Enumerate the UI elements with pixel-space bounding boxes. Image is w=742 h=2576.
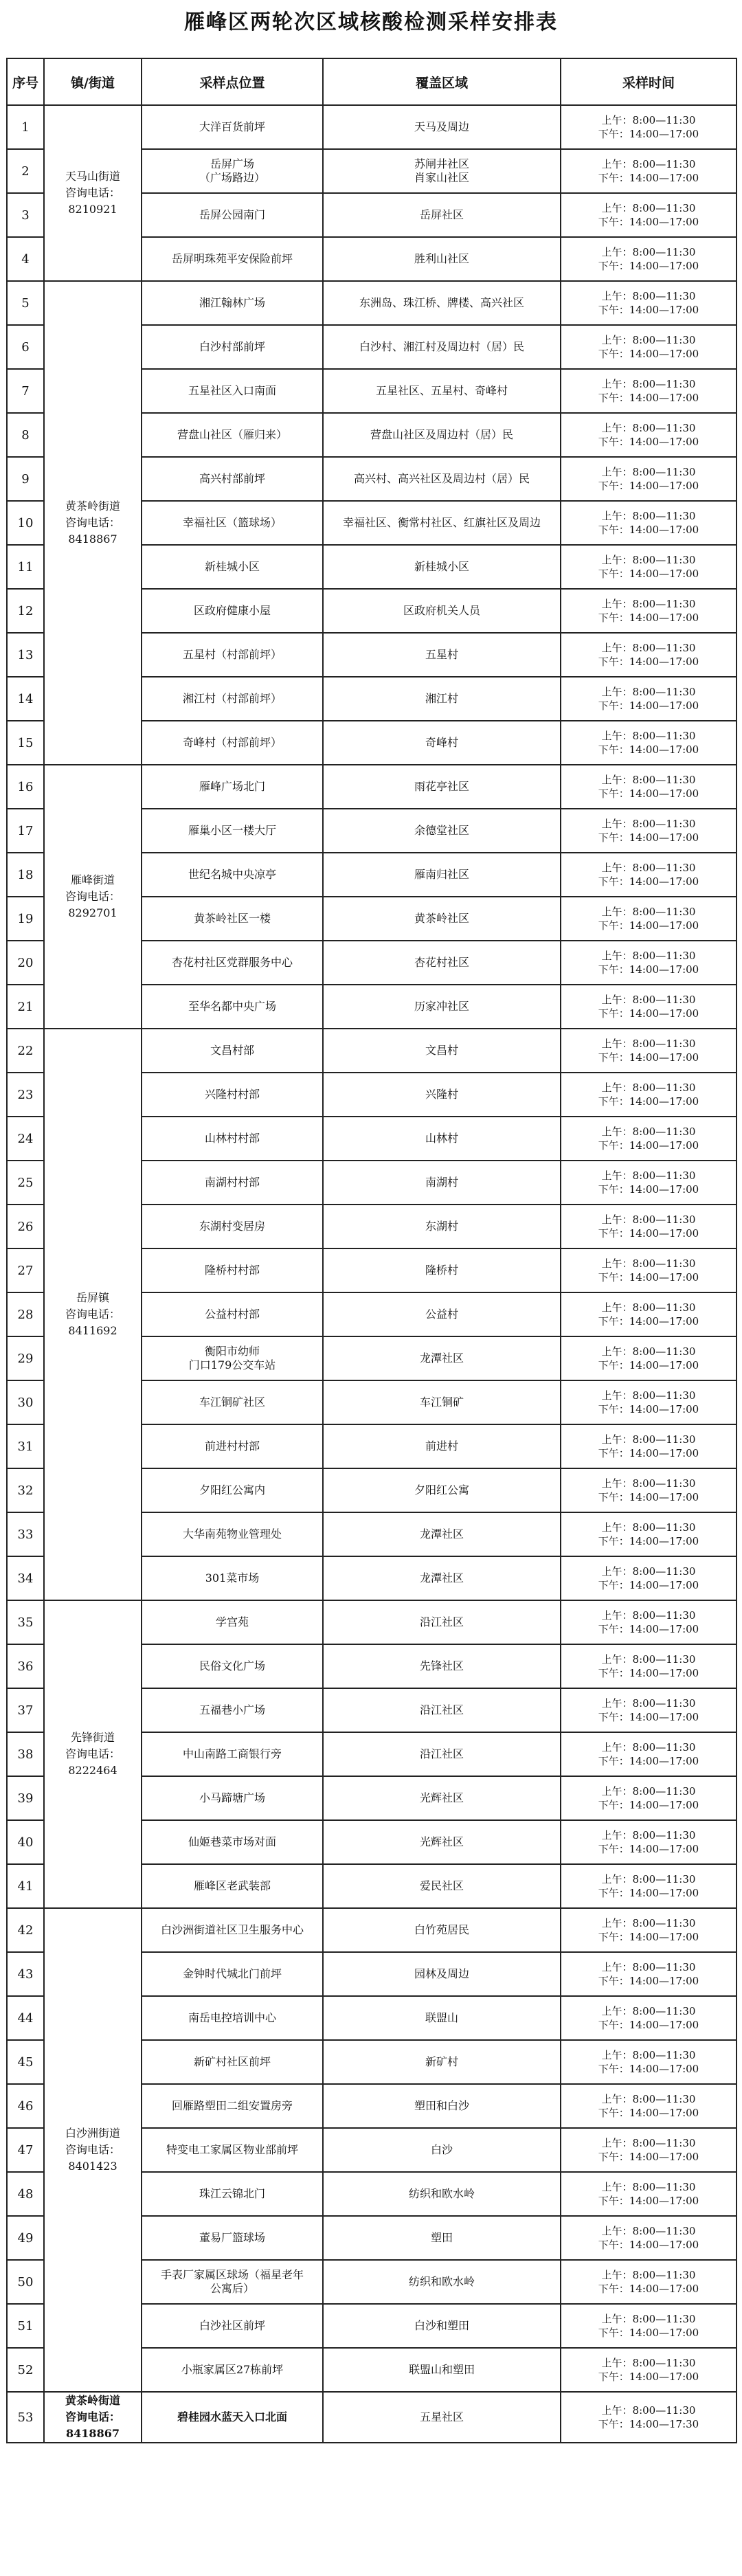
row-time: 上午：8:00—11:30 下午：14:00—17:00	[561, 1820, 737, 1864]
row-location: 特变电工家属区物业部前坪	[142, 2128, 323, 2172]
row-seq: 5	[7, 281, 44, 325]
row-location: 湘江翰林广场	[142, 281, 323, 325]
row-seq: 12	[7, 589, 44, 633]
row-time: 上午：8:00—11:30 下午：14:00—17:00	[561, 1776, 737, 1820]
table-row	[7, 1600, 737, 1644]
row-seq: 6	[7, 325, 44, 369]
row-seq: 36	[7, 1644, 44, 1688]
row-location: 前进村村部	[142, 1424, 323, 1468]
row-location: 301菜市场	[142, 1556, 323, 1600]
row-coverage: 沿江社区	[323, 1688, 561, 1732]
row-time: 上午：8:00—11:30 下午：14:00—17:00	[561, 1688, 737, 1732]
row-location: 高兴村部前坪	[142, 457, 323, 501]
row-time: 上午：8:00—11:30 下午：14:00—17:00	[561, 1424, 737, 1468]
header-district: 镇/街道	[44, 58, 142, 105]
row-time: 上午：8:00—11:30 下午：14:00—17:30	[561, 2392, 737, 2443]
row-seq: 49	[7, 2216, 44, 2260]
row-time: 上午：8:00—11:30 下午：14:00—17:00	[561, 897, 737, 941]
table-row	[7, 105, 737, 149]
row-time: 上午：8:00—11:30 下午：14:00—17:00	[561, 2216, 737, 2260]
row-coverage: 营盘山社区及周边村（居）民	[323, 413, 561, 457]
row-coverage: 东洲岛、珠江桥、牌楼、高兴社区	[323, 281, 561, 325]
row-seq: 7	[7, 369, 44, 413]
row-seq: 48	[7, 2172, 44, 2216]
row-seq: 22	[7, 1029, 44, 1073]
row-coverage: 爱民社区	[323, 1864, 561, 1908]
row-location: 夕阳红公寓内	[142, 1468, 323, 1512]
row-location: 湘江村（村部前坪）	[142, 677, 323, 721]
row-location: 雁巢小区一楼大厅	[142, 809, 323, 853]
row-location: 大华南苑物业管理处	[142, 1512, 323, 1556]
table-row	[7, 1908, 737, 1952]
row-coverage: 联盟山和塑田	[323, 2348, 561, 2392]
row-time: 上午：8:00—11:30 下午：14:00—17:00	[561, 1380, 737, 1424]
table-row	[7, 765, 737, 809]
row-time: 上午：8:00—11:30 下午：14:00—17:00	[561, 1996, 737, 2040]
row-seq: 50	[7, 2260, 44, 2304]
row-time: 上午：8:00—11:30 下午：14:00—17:00	[561, 765, 737, 809]
row-location: 区政府健康小屋	[142, 589, 323, 633]
row-coverage: 文昌村	[323, 1029, 561, 1073]
row-location: 碧桂园水蓝天入口北面	[142, 2392, 323, 2443]
row-time: 上午：8:00—11:30 下午：14:00—17:00	[561, 1732, 737, 1776]
row-seq: 26	[7, 1205, 44, 1248]
row-seq: 33	[7, 1512, 44, 1556]
row-coverage: 联盟山	[323, 1996, 561, 2040]
row-seq: 52	[7, 2348, 44, 2392]
row-seq: 1	[7, 105, 44, 149]
row-location: 奇峰村（村部前坪）	[142, 721, 323, 765]
row-coverage: 纺织和欧水岭	[323, 2172, 561, 2216]
row-coverage: 杏花村社区	[323, 941, 561, 985]
row-time: 上午：8:00—11:30 下午：14:00—17:00	[561, 2304, 737, 2348]
row-time: 上午：8:00—11:30 下午：14:00—17:00	[561, 2172, 737, 2216]
row-time: 上午：8:00—11:30 下午：14:00—17:00	[561, 809, 737, 853]
row-location: 白沙村部前坪	[142, 325, 323, 369]
row-time: 上午：8:00—11:30 下午：14:00—17:00	[561, 1468, 737, 1512]
row-seq: 39	[7, 1776, 44, 1820]
row-seq: 42	[7, 1908, 44, 1952]
row-seq: 34	[7, 1556, 44, 1600]
row-location: 岳屏明珠苑平安保险前坪	[142, 237, 323, 281]
row-seq: 40	[7, 1820, 44, 1864]
row-seq: 28	[7, 1292, 44, 1336]
row-coverage: 车江铜矿	[323, 1380, 561, 1424]
row-seq: 45	[7, 2040, 44, 2084]
row-seq: 29	[7, 1336, 44, 1380]
row-seq: 14	[7, 677, 44, 721]
row-location: 衡阳市幼师 门口179公交车站	[142, 1336, 323, 1380]
row-coverage: 奇峰村	[323, 721, 561, 765]
row-coverage: 塑田	[323, 2216, 561, 2260]
row-seq: 37	[7, 1688, 44, 1732]
row-coverage: 沿江社区	[323, 1732, 561, 1776]
row-time: 上午：8:00—11:30 下午：14:00—17:00	[561, 1644, 737, 1688]
row-coverage: 白沙村、湘江村及周边村（居）民	[323, 325, 561, 369]
row-seq: 35	[7, 1600, 44, 1644]
row-time: 上午：8:00—11:30 下午：14:00—17:00	[561, 1117, 737, 1161]
row-seq: 47	[7, 2128, 44, 2172]
row-location: 隆桥村村部	[142, 1248, 323, 1292]
row-location: 仙姬巷菜市场对面	[142, 1820, 323, 1864]
row-time: 上午：8:00—11:30 下午：14:00—17:00	[561, 1336, 737, 1380]
row-time: 上午：8:00—11:30 下午：14:00—17:00	[561, 237, 737, 281]
row-time: 上午：8:00—11:30 下午：14:00—17:00	[561, 2260, 737, 2304]
row-location: 幸福社区（篮球场）	[142, 501, 323, 545]
page-title: 雁峰区两轮次区域核酸检测采样安排表	[184, 10, 558, 34]
row-time: 上午：8:00—11:30 下午：14:00—17:00	[561, 633, 737, 677]
row-location: 学宫苑	[142, 1600, 323, 1644]
row-time: 上午：8:00—11:30 下午：14:00—17:00	[561, 1864, 737, 1908]
row-location: 雁峰广场北门	[142, 765, 323, 809]
row-location: 董易厂篮球场	[142, 2216, 323, 2260]
row-coverage: 幸福社区、衡常村社区、红旗社区及周边	[323, 501, 561, 545]
row-seq: 13	[7, 633, 44, 677]
row-coverage: 光辉社区	[323, 1776, 561, 1820]
row-coverage: 区政府机关人员	[323, 589, 561, 633]
district-cell: 黄茶岭街道 咨询电话：8418867	[44, 281, 142, 765]
row-location: 五星社区入口南面	[142, 369, 323, 413]
row-time: 上午：8:00—11:30 下午：14:00—17:00	[561, 325, 737, 369]
row-time: 上午：8:00—11:30 下午：14:00—17:00	[561, 589, 737, 633]
row-seq: 20	[7, 941, 44, 985]
row-location: 东湖村变居房	[142, 1205, 323, 1248]
row-seq: 3	[7, 193, 44, 237]
row-coverage: 白沙	[323, 2128, 561, 2172]
row-seq: 38	[7, 1732, 44, 1776]
row-coverage: 南湖村	[323, 1161, 561, 1205]
row-seq: 32	[7, 1468, 44, 1512]
row-time: 上午：8:00—11:30 下午：14:00—17:00	[561, 457, 737, 501]
row-seq: 53	[7, 2392, 44, 2443]
row-time: 上午：8:00—11:30 下午：14:00—17:00	[561, 853, 737, 897]
row-seq: 25	[7, 1161, 44, 1205]
row-coverage: 五星社区	[323, 2392, 561, 2443]
row-coverage: 湘江村	[323, 677, 561, 721]
row-coverage: 兴隆村	[323, 1073, 561, 1117]
row-coverage: 雨花亭社区	[323, 765, 561, 809]
row-seq: 21	[7, 985, 44, 1029]
row-time: 上午：8:00—11:30 下午：14:00—17:00	[561, 1952, 737, 1996]
row-time: 上午：8:00—11:30 下午：14:00—17:00	[561, 149, 737, 193]
row-location: 南岳电控培训中心	[142, 1996, 323, 2040]
row-seq: 51	[7, 2304, 44, 2348]
row-seq: 16	[7, 765, 44, 809]
row-time: 上午：8:00—11:30 下午：14:00—17:00	[561, 1248, 737, 1292]
row-location: 中山南路工商银行旁	[142, 1732, 323, 1776]
row-location: 新矿村社区前坪	[142, 2040, 323, 2084]
row-seq: 24	[7, 1117, 44, 1161]
row-seq: 10	[7, 501, 44, 545]
header-coverage: 覆盖区域	[323, 58, 561, 105]
row-location: 营盘山社区（雁归来）	[142, 413, 323, 457]
row-location: 民俗文化广场	[142, 1644, 323, 1688]
table-header-row	[7, 58, 737, 105]
row-coverage: 苏闸井社区 肖家山社区	[323, 149, 561, 193]
row-time: 上午：8:00—11:30 下午：14:00—17:00	[561, 2084, 737, 2128]
row-time: 上午：8:00—11:30 下午：14:00—17:00	[561, 1292, 737, 1336]
row-coverage: 龙潭社区	[323, 1512, 561, 1556]
row-coverage: 山林村	[323, 1117, 561, 1161]
row-coverage: 高兴村、高兴社区及周边村（居）民	[323, 457, 561, 501]
row-location: 雁峰区老武装部	[142, 1864, 323, 1908]
row-coverage: 光辉社区	[323, 1820, 561, 1864]
row-time: 上午：8:00—11:30 下午：14:00—17:00	[561, 2128, 737, 2172]
row-coverage: 天马及周边	[323, 105, 561, 149]
row-time: 上午：8:00—11:30 下午：14:00—17:00	[561, 413, 737, 457]
district-cell: 天马山街道 咨询电话：8210921	[44, 105, 142, 281]
row-seq: 18	[7, 853, 44, 897]
row-time: 上午：8:00—11:30 下午：14:00—17:00	[561, 501, 737, 545]
district-cell: 先锋街道 咨询电话：8222464	[44, 1600, 142, 1908]
row-time: 上午：8:00—11:30 下午：14:00—17:00	[561, 1205, 737, 1248]
row-coverage: 岳屏社区	[323, 193, 561, 237]
table-row	[7, 1029, 737, 1073]
row-seq: 31	[7, 1424, 44, 1468]
row-coverage: 公益村	[323, 1292, 561, 1336]
row-time: 上午：8:00—11:30 下午：14:00—17:00	[561, 1908, 737, 1952]
row-coverage: 东湖村	[323, 1205, 561, 1248]
row-seq: 9	[7, 457, 44, 501]
table-body	[7, 105, 737, 2443]
row-coverage: 纺织和欧水岭	[323, 2260, 561, 2304]
row-coverage: 园林及周边	[323, 1952, 561, 1996]
row-coverage: 龙潭社区	[323, 1556, 561, 1600]
row-time: 上午：8:00—11:30 下午：14:00—17:00	[561, 721, 737, 765]
row-time: 上午：8:00—11:30 下午：14:00—17:00	[561, 545, 737, 589]
row-location: 岳屏公园南门	[142, 193, 323, 237]
row-coverage: 胜利山社区	[323, 237, 561, 281]
row-seq: 30	[7, 1380, 44, 1424]
row-coverage: 雁南归社区	[323, 853, 561, 897]
row-coverage: 塑田和白沙	[323, 2084, 561, 2128]
row-time: 上午：8:00—11:30 下午：14:00—17:00	[561, 1512, 737, 1556]
row-location: 南湖村村部	[142, 1161, 323, 1205]
row-location: 山林村村部	[142, 1117, 323, 1161]
row-location: 金钟时代城北门前坪	[142, 1952, 323, 1996]
row-coverage: 黄茶岭社区	[323, 897, 561, 941]
row-seq: 27	[7, 1248, 44, 1292]
row-location: 白沙洲街道社区卫生服务中心	[142, 1908, 323, 1952]
row-seq: 19	[7, 897, 44, 941]
row-coverage: 新桂城小区	[323, 545, 561, 589]
row-location: 大洋百货前坪	[142, 105, 323, 149]
row-location: 黄茶岭社区一楼	[142, 897, 323, 941]
table-row	[7, 281, 737, 325]
row-coverage: 新矿村	[323, 2040, 561, 2084]
row-time: 上午：8:00—11:30 下午：14:00—17:00	[561, 105, 737, 149]
row-time: 上午：8:00—11:30 下午：14:00—17:00	[561, 941, 737, 985]
row-location: 小马蹄塘广场	[142, 1776, 323, 1820]
row-location: 至华名都中央广场	[142, 985, 323, 1029]
row-location: 杏花村社区党群服务中心	[142, 941, 323, 985]
row-seq: 2	[7, 149, 44, 193]
row-seq: 23	[7, 1073, 44, 1117]
row-time: 上午：8:00—11:30 下午：14:00—17:00	[561, 369, 737, 413]
district-cell: 雁峰街道 咨询电话：8292701	[44, 765, 142, 1029]
row-time: 上午：8:00—11:30 下午：14:00—17:00	[561, 1073, 737, 1117]
row-location: 岳屏广场 （广场路边）	[142, 149, 323, 193]
row-seq: 4	[7, 237, 44, 281]
table-row	[7, 2392, 737, 2443]
row-coverage: 龙潭社区	[323, 1336, 561, 1380]
row-time: 上午：8:00—11:30 下午：14:00—17:00	[561, 985, 737, 1029]
row-coverage: 夕阳红公寓	[323, 1468, 561, 1512]
row-seq: 41	[7, 1864, 44, 1908]
row-time: 上午：8:00—11:30 下午：14:00—17:00	[561, 2040, 737, 2084]
row-seq: 15	[7, 721, 44, 765]
row-coverage: 白竹苑居民	[323, 1908, 561, 1952]
row-time: 上午：8:00—11:30 下午：14:00—17:00	[561, 1600, 737, 1644]
row-location: 兴隆村村部	[142, 1073, 323, 1117]
row-coverage: 前进村	[323, 1424, 561, 1468]
row-coverage: 白沙和塑田	[323, 2304, 561, 2348]
row-time: 上午：8:00—11:30 下午：14:00—17:00	[561, 1161, 737, 1205]
row-seq: 46	[7, 2084, 44, 2128]
row-time: 上午：8:00—11:30 下午：14:00—17:00	[561, 281, 737, 325]
row-location: 文昌村部	[142, 1029, 323, 1073]
row-time: 上午：8:00—11:30 下午：14:00—17:00	[561, 1556, 737, 1600]
row-time: 上午：8:00—11:30 下午：14:00—17:00	[561, 677, 737, 721]
row-location: 回雁路塑田二组安置房旁	[142, 2084, 323, 2128]
row-seq: 43	[7, 1952, 44, 1996]
row-seq: 11	[7, 545, 44, 589]
row-coverage: 隆桥村	[323, 1248, 561, 1292]
row-seq: 44	[7, 1996, 44, 2040]
row-coverage: 历家冲社区	[323, 985, 561, 1029]
district-cell: 白沙洲街道 咨询电话：8401423	[44, 1908, 142, 2392]
row-coverage: 余德堂社区	[323, 809, 561, 853]
row-seq: 17	[7, 809, 44, 853]
row-time: 上午：8:00—11:30 下午：14:00—17:00	[561, 2348, 737, 2392]
header-time: 采样时间	[561, 58, 737, 105]
row-coverage: 先锋社区	[323, 1644, 561, 1688]
row-seq: 8	[7, 413, 44, 457]
row-location: 世纪名城中央凉亭	[142, 853, 323, 897]
row-location: 小瓶家属区27栋前坪	[142, 2348, 323, 2392]
row-location: 车江铜矿社区	[142, 1380, 323, 1424]
header-location: 采样点位置	[142, 58, 323, 105]
district-cell: 黄茶岭街道 咨询电话：8418867	[44, 2392, 142, 2443]
row-time: 上午：8:00—11:30 下午：14:00—17:00	[561, 1029, 737, 1073]
row-coverage: 五星社区、五星村、奇峰村	[323, 369, 561, 413]
district-cell: 岳屏镇 咨询电话：8411692	[44, 1029, 142, 1600]
row-location: 珠江云锦北门	[142, 2172, 323, 2216]
row-coverage: 五星村	[323, 633, 561, 677]
row-location: 五星村（村部前坪）	[142, 633, 323, 677]
row-location: 新桂城小区	[142, 545, 323, 589]
sampling-schedule-table	[6, 58, 737, 2443]
row-location: 公益村村部	[142, 1292, 323, 1336]
row-time: 上午：8:00—11:30 下午：14:00—17:00	[561, 193, 737, 237]
header-seq: 序号	[7, 58, 44, 105]
row-location: 五福巷小广场	[142, 1688, 323, 1732]
row-location: 白沙社区前坪	[142, 2304, 323, 2348]
row-coverage: 沿江社区	[323, 1600, 561, 1644]
row-location: 手表厂家属区球场（福星老年 公寓后）	[142, 2260, 323, 2304]
